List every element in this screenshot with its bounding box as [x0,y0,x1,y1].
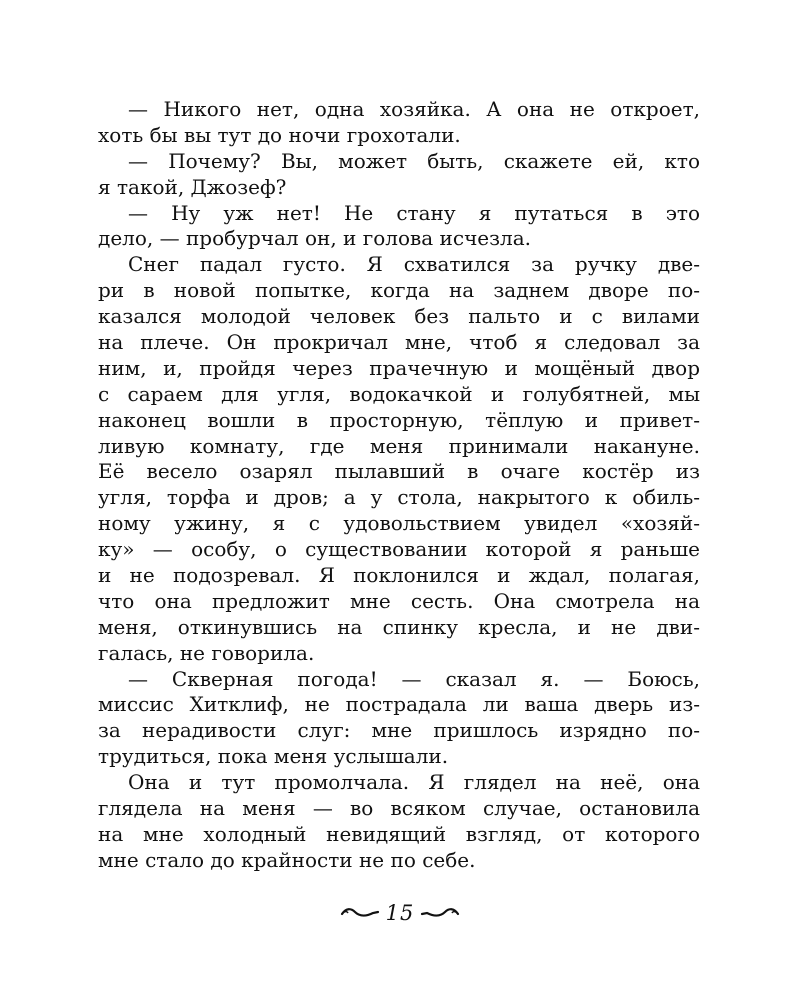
right-flourish-icon [420,905,460,921]
text-line: — Ну уж нет! Не стану я путаться в это [128,200,700,225]
text-line: ному ужину, я с удовольствием увидел «хозяй- [98,511,700,536]
text-line: галась, не говорила. [98,640,315,665]
text-line: — Никого нет, одна хозяйка. А она не откроет, [128,97,700,121]
text-line: за нерадивости слуг: мне пришлось изрядно по- [98,718,700,743]
text-line: дело, — пробурчал он, и голова исчезла. [98,226,532,251]
text-line: хоть бы вы тут до ночи грохотали. [98,122,461,147]
page-number: 15 [385,901,415,925]
left-flourish-icon [340,905,380,921]
text-line: я такой, Джозеф? [98,174,287,199]
text-line: и не подозревал. Я поклонился и ждал, полагая, [98,563,700,588]
body-text [98,97,700,874]
text-line: мне стало до крайности не по себе. [98,847,476,872]
text-line: — Почему? Вы, может быть, скажете ей, кто [128,148,700,173]
text-line: что она предложит мне сесть. Она смотрела на [98,588,700,613]
text-line: с сараем для угля, водокачкой и голубятней, мы [98,381,700,406]
text-line: глядела на меня — во всяком случае, остановила [98,796,700,821]
text-line: на плече. Он прокричал мне, чтоб я следовал за [98,330,700,355]
text-line: Снег падал густо. Я схватился за ручку две- [128,252,700,277]
text-line: ку» — особу, о существовании которой я раньше [98,537,700,562]
page-folio [0,893,800,933]
text-line: Она и тут промолчала. Я глядел на неё, она [128,770,700,795]
text-line: наконец вошли в просторную, тёплую и привет- [98,407,700,432]
text-line: казался молодой человек без пальто и с вилами [98,304,700,329]
text-line: ним, и, пройдя через прачечную и мощёный двор [98,355,700,380]
text-line: меня, откинувшись на спинку кресла, и не дви- [98,614,700,639]
text-line: угля, торфа и дров; а у стола, накрытого к обиль- [98,485,700,510]
text-line: — Скверная погода! — сказал я. — Боюсь, [128,666,700,691]
text-line: ливую комнату, где меня принимали накануне. [98,433,700,458]
text-line: миссис Хитклиф, не пострадала ли ваша дверь из- [98,692,700,717]
text-line: трудиться, пока меня услышали. [98,744,449,769]
text-line: на мне холодный невидящий взгляд, от которого [98,821,700,846]
text-line: Её весело озарял пылавший в очаге костёр из [98,459,700,484]
text-line: ри в новой попытке, когда на заднем дворе по- [98,278,700,303]
